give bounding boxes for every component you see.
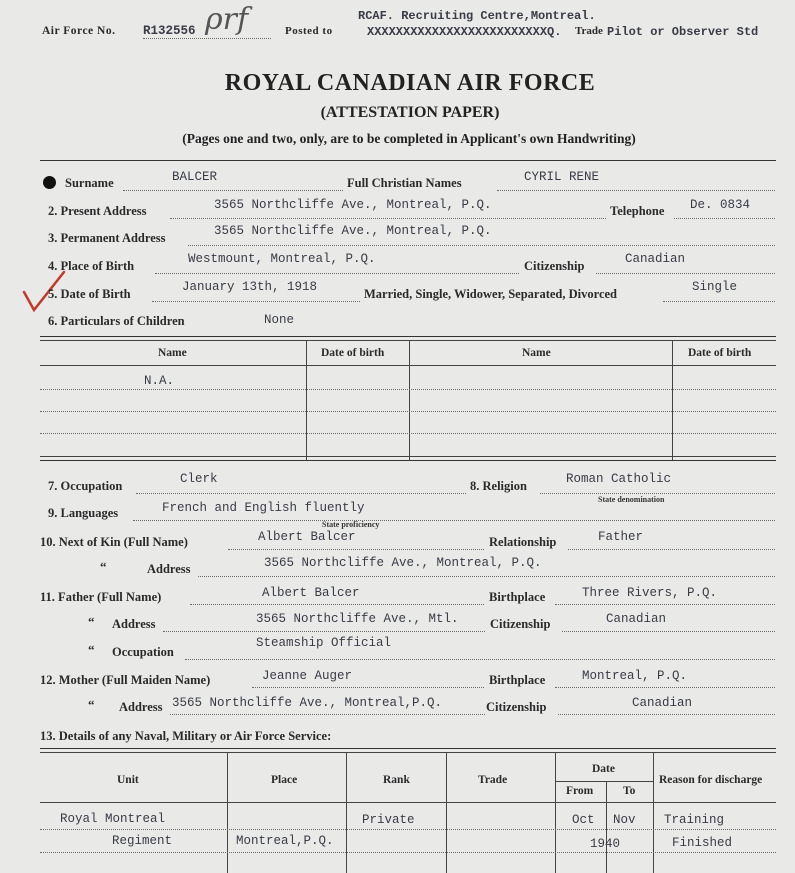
service-header-date: Date bbox=[592, 763, 615, 775]
service-to-value: Nov bbox=[613, 813, 636, 827]
father-label: 11. Father (Full Name) bbox=[40, 590, 162, 604]
ditto-mark-3: “ bbox=[88, 642, 95, 657]
children-header-dob-2: Date of birth bbox=[688, 347, 752, 359]
ditto-mark-4: “ bbox=[88, 697, 95, 712]
form-title: ROYAL CANADIAN AIR FORCE bbox=[224, 70, 596, 96]
mother-label: 12. Mother (Full Maiden Name) bbox=[40, 673, 211, 687]
mother-address-value: 3565 Northcliffe Ave., Montreal,P.Q. bbox=[172, 696, 443, 710]
service-header-from: From bbox=[566, 785, 594, 797]
father-occupation-label: Occupation bbox=[112, 645, 174, 659]
marital-status-label: Married, Single, Widower, Separated, Divorced bbox=[364, 287, 617, 301]
permanent-address-value: 3565 Northcliffe Ave., Montreal, P.Q. bbox=[214, 224, 492, 238]
telephone-value: De. 0834 bbox=[690, 198, 751, 212]
citizenship-value: Canadian bbox=[625, 252, 686, 266]
christian-names-label: Full Christian Names bbox=[347, 176, 462, 190]
date-of-birth-value: January 13th, 1918 bbox=[182, 280, 318, 294]
form-instruction: (Pages one and two, only, are to be completed in Applicant's own Handwriting) bbox=[182, 131, 636, 146]
service-from-value: Oct bbox=[572, 813, 595, 827]
air-force-no-label: Air Force No. bbox=[42, 25, 116, 37]
christian-names-value: CYRIL RENE bbox=[524, 170, 600, 184]
service-header-reason: Reason for discharge bbox=[659, 774, 763, 786]
posted-to-label: Posted to bbox=[285, 25, 333, 37]
occupation-value: Clerk bbox=[180, 472, 218, 486]
children-label: 6. Particulars of Children bbox=[48, 314, 185, 328]
father-occupation-value: Steamship Official bbox=[256, 636, 392, 650]
air-force-no-value: R132556 bbox=[143, 24, 196, 38]
children-value: None bbox=[264, 313, 295, 327]
religion-note: State denomination bbox=[598, 495, 665, 504]
father-citizenship-value: Canadian bbox=[606, 612, 667, 626]
ink-blot bbox=[43, 176, 56, 189]
languages-note: State proficiency bbox=[322, 520, 380, 529]
service-header-rank: Rank bbox=[383, 774, 410, 786]
father-birthplace-label: Birthplace bbox=[489, 590, 546, 604]
mother-birthplace-label: Birthplace bbox=[489, 673, 546, 687]
service-details-label: 13. Details of any Naval, Military or Air Force Service: bbox=[40, 729, 332, 743]
occupation-label: 7. Occupation bbox=[48, 479, 123, 493]
service-reason-line-2: Finished bbox=[672, 836, 733, 850]
next-of-kin-value: Albert Balcer bbox=[258, 530, 356, 544]
telephone-label: Telephone bbox=[610, 204, 665, 218]
languages-value: French and English fluently bbox=[162, 501, 365, 515]
service-place-value: Montreal,P.Q. bbox=[236, 834, 334, 848]
service-reason-line-1: Training bbox=[664, 813, 725, 827]
posted-to-value: RCAF. Recruiting Centre,Montreal. bbox=[358, 9, 596, 23]
nok-address-value: 3565 Northcliffe Ave., Montreal, P.Q. bbox=[264, 556, 542, 570]
religion-label: 8. Religion bbox=[470, 479, 527, 493]
children-header-name-1: Name bbox=[158, 347, 187, 359]
father-citizenship-label: Citizenship bbox=[490, 617, 551, 631]
father-address-label: Address bbox=[112, 617, 156, 631]
surname-value: BALCER bbox=[172, 170, 218, 184]
service-year-value: 1940 bbox=[590, 837, 621, 851]
religion-value: Roman Catholic bbox=[566, 472, 672, 486]
mother-birthplace-value: Montreal, P.Q. bbox=[582, 669, 688, 683]
service-rank-value: Private bbox=[362, 813, 415, 827]
next-of-kin-label: 10. Next of Kin (Full Name) bbox=[40, 535, 188, 549]
present-address-label: 2. Present Address bbox=[48, 204, 147, 218]
languages-label: 9. Languages bbox=[48, 506, 119, 520]
service-header-place: Place bbox=[271, 774, 298, 786]
mother-citizenship-label: Citizenship bbox=[486, 700, 547, 714]
relationship-label: Relationship bbox=[489, 535, 557, 549]
date-of-birth-label: 5. Date of Birth bbox=[48, 287, 131, 301]
children-header-dob-1: Date of birth bbox=[321, 347, 385, 359]
relationship-value: Father bbox=[598, 530, 644, 544]
nok-address-label: Address bbox=[147, 562, 191, 576]
form-subtitle: (ATTESTATION PAPER) bbox=[320, 104, 500, 121]
mother-address-label: Address bbox=[119, 700, 163, 714]
children-cell-na: N.A. bbox=[144, 374, 175, 388]
service-header-trade: Trade bbox=[478, 774, 508, 786]
father-address-value: 3565 Northcliffe Ave., Mtl. bbox=[256, 612, 459, 626]
mother-value: Jeanne Auger bbox=[262, 669, 353, 683]
permanent-address-label: 3. Permanent Address bbox=[48, 231, 166, 245]
place-of-birth-label: 4. Place of Birth bbox=[48, 259, 135, 273]
citizenship-label: Citizenship bbox=[524, 259, 585, 273]
service-unit-line-1: Royal Montreal bbox=[60, 812, 166, 826]
present-address-value: 3565 Northcliffe Ave., Montreal, P.Q. bbox=[214, 198, 492, 212]
service-header-to: To bbox=[623, 785, 636, 797]
service-header-unit: Unit bbox=[117, 774, 139, 786]
ditto-mark-2: “ bbox=[88, 614, 95, 629]
mother-citizenship-value: Canadian bbox=[632, 696, 693, 710]
ditto-mark-1: “ bbox=[100, 559, 107, 574]
father-birthplace-value: Three Rivers, P.Q. bbox=[582, 586, 718, 600]
children-header-name-2: Name bbox=[522, 347, 551, 359]
surname-label: Surname bbox=[65, 176, 114, 190]
father-value: Albert Balcer bbox=[262, 586, 360, 600]
trade-value: Pilot or Observer Std bbox=[607, 25, 759, 39]
handwritten-mark: ρrf bbox=[205, 2, 249, 37]
trade-label: Trade bbox=[575, 25, 603, 37]
posted-to-struck: XXXXXXXXXXXXXXXXXXXXXXXXXQ. bbox=[367, 25, 562, 39]
marital-status-value: Single bbox=[692, 280, 738, 294]
service-unit-line-2: Regiment bbox=[112, 834, 173, 848]
place-of-birth-value: Westmount, Montreal, P.Q. bbox=[188, 252, 376, 266]
